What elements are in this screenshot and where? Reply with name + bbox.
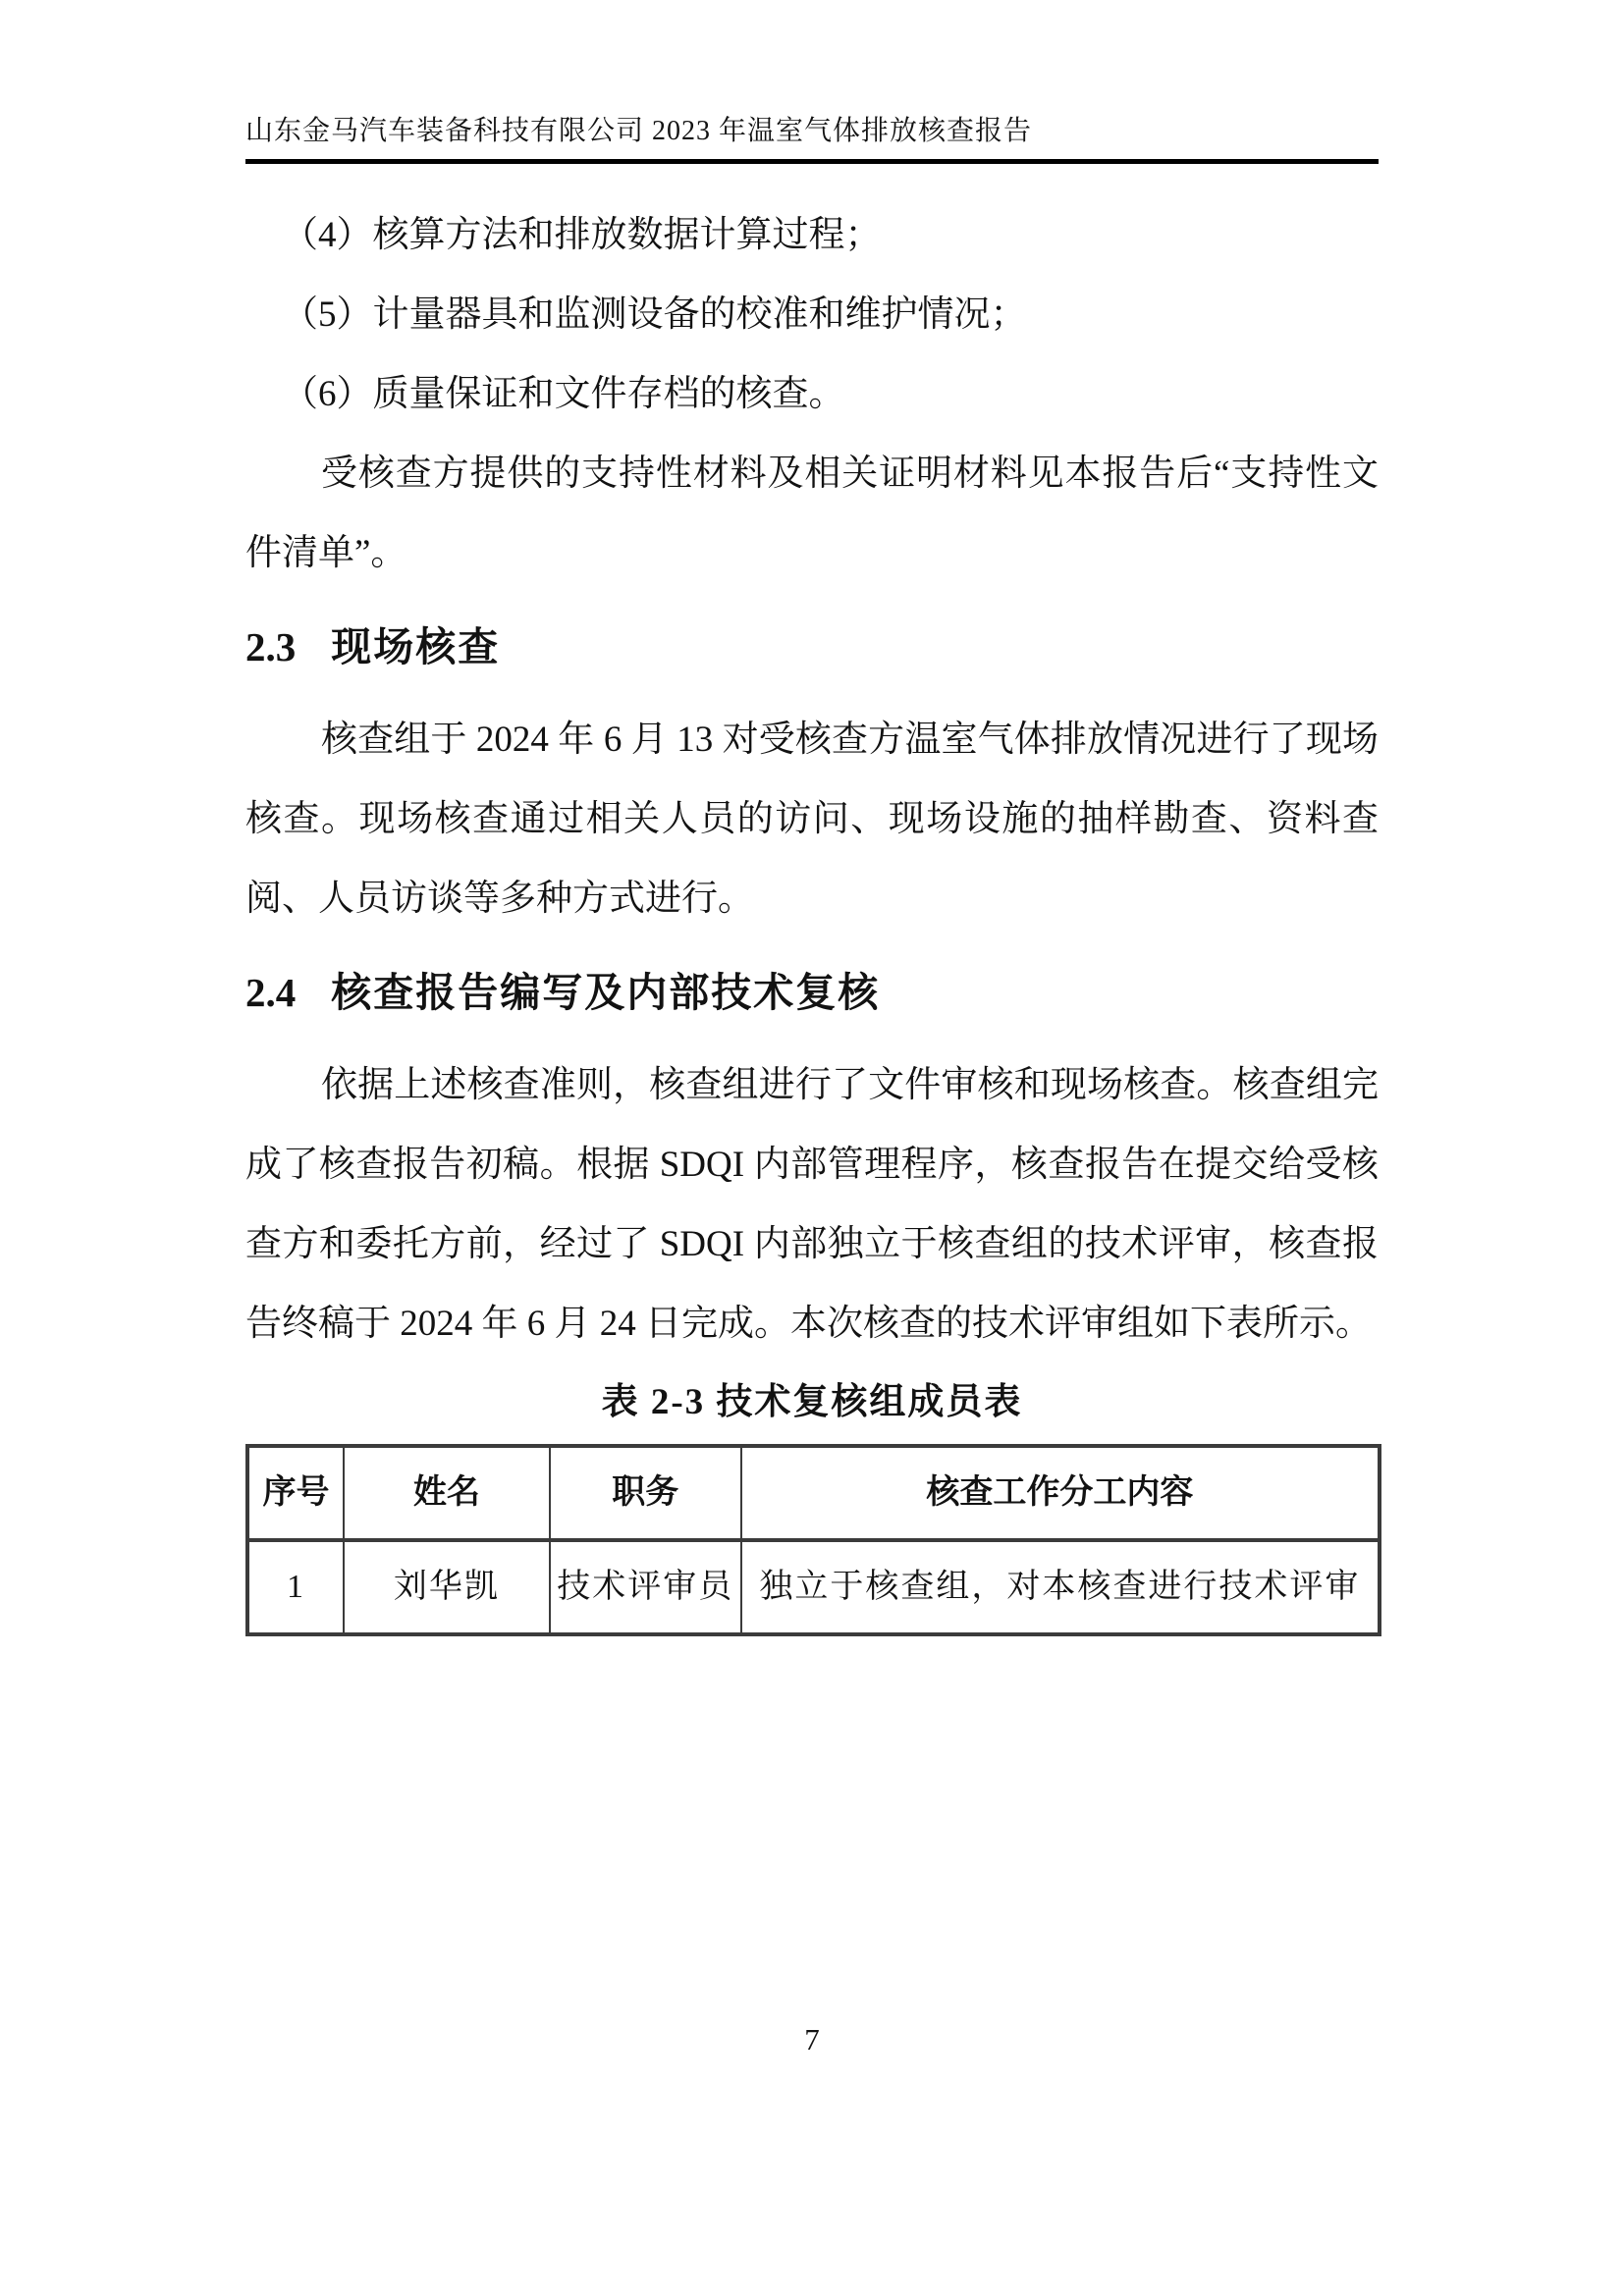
- table-row: [247, 1540, 1380, 1634]
- column-header-work-scope: 核查工作分工内容: [741, 1446, 1380, 1540]
- cell-index: 1: [247, 1540, 344, 1634]
- table-caption: 表 2-3 技术复核组成员表: [601, 1382, 1023, 1422]
- page-header: [245, 114, 1379, 164]
- cell-work-scope: 独立于核查组，对本核查进行技术评审: [741, 1540, 1380, 1634]
- page-header-title: 山东金马汽车装备科技有限公司 2023 年温室气体排放核查报告: [245, 116, 1033, 146]
- list-item-5: （5）计量器具和监测设备的校准和维护情况；: [282, 294, 1027, 335]
- list-item-6: （6）质量保证和文件存档的核查。: [282, 374, 845, 414]
- list-item-4: （4）核算方法和排放数据计算过程；: [282, 215, 882, 255]
- paragraph-supporting-materials: 受核查方提供的支持性材料及相关证明材料见本报告后“支持性文件清单”。: [245, 454, 1379, 573]
- table-header-row: [247, 1446, 1380, 1540]
- section-heading-2-4: [245, 963, 1379, 1022]
- paragraph-onsite-verification: 核查组于 2024 年 6 月 13 对受核查方温室气体排放情况进行了现场核查。现场核查通过相关人员的访问、现场设施的抽样勘查、资料查阅、人员访谈等多种方式进行。: [245, 720, 1379, 919]
- page-number: 7: [804, 2022, 820, 2056]
- column-header-name: 姓名: [344, 1446, 550, 1540]
- cell-name: 刘华凯: [344, 1540, 550, 1634]
- section-2-3-number: 2.3: [245, 624, 297, 669]
- technical-review-members-table: [245, 1444, 1381, 1636]
- section-2-3-title: 现场核查: [331, 624, 501, 669]
- section-2-4-number: 2.4: [245, 970, 297, 1015]
- document-body: [245, 195, 1379, 1636]
- paragraph-report-writing: 依据上述核查准则，核查组进行了文件审核和现场核查。核查组完成了核查报告初稿。根据 SDQI 内部管理程序，核查报告在提交给受核查方和委托方前，经过了 SDQI 内部独立于核查组的技术评审，核查报告终稿于 2024 年 6 月 24 日完成。本次核查的技术评审组如下表所示。: [245, 1065, 1379, 1344]
- column-header-index: 序号: [247, 1446, 344, 1540]
- cell-role: 技术评审员: [550, 1540, 741, 1634]
- section-heading-2-3: [245, 617, 1379, 676]
- column-header-role: 职务: [550, 1446, 741, 1540]
- section-2-4-title: 核查报告编写及内部技术复核: [331, 970, 881, 1015]
